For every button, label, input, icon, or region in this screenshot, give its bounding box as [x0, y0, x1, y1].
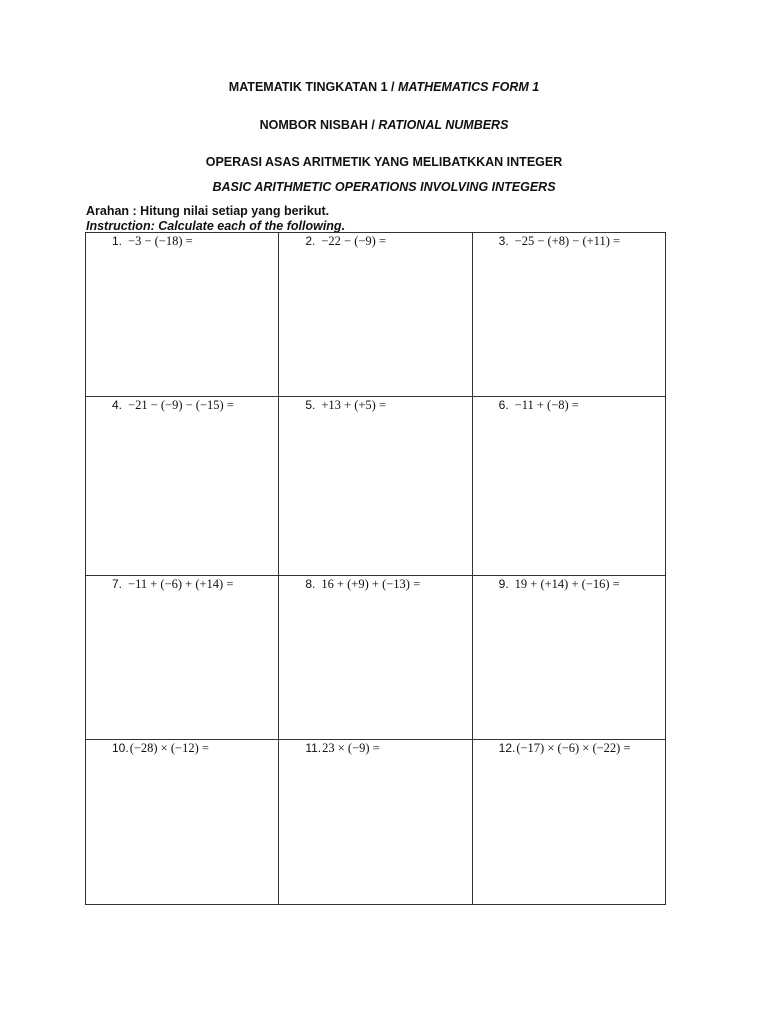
topic-english: RATIONAL NUMBERS	[378, 118, 509, 132]
question-row	[86, 576, 666, 740]
question-number: 7.	[112, 577, 123, 591]
question-cell[interactable]	[279, 740, 472, 905]
question-cell[interactable]	[279, 233, 472, 397]
title-malay: MATEMATIK TINGKATAN 1 /	[228, 80, 398, 94]
question-cell[interactable]	[472, 397, 665, 576]
title-english: MATHEMATICS FORM 1	[398, 80, 540, 94]
question-expression: 16 + (+9) + (−13) =	[321, 577, 421, 591]
question-number: 3.	[498, 234, 509, 248]
question-cell[interactable]	[86, 576, 279, 740]
question-expression: (−17) × (−6) × (−22) =	[516, 741, 631, 755]
question-expression: −11 + (−6) + (+14) =	[128, 577, 234, 591]
question-expression: 19 + (+14) + (−16) =	[514, 577, 620, 591]
subtopic-malay: OPERASI ASAS ARITMETIK YANG MELIBATKKAN INTEGER	[205, 155, 563, 169]
question-cell[interactable]	[279, 397, 472, 576]
question-cell[interactable]	[472, 740, 665, 905]
question-number: 9.	[498, 577, 509, 591]
question-number: 11.	[305, 741, 322, 755]
question-cell[interactable]	[86, 740, 279, 905]
question-number: 1.	[112, 234, 123, 248]
worksheet-title	[0, 80, 768, 94]
question-cell[interactable]	[472, 233, 665, 397]
instruction-english: Instruction: Calculate each of the following.	[86, 219, 346, 233]
question-number: 2.	[305, 234, 316, 248]
question-expression: −21 − (−9) − (−15) =	[128, 398, 234, 412]
question-number: 10.	[112, 741, 129, 755]
question-expression: 23 × (−9) =	[322, 741, 380, 755]
question-expression: −22 − (−9) =	[321, 234, 386, 248]
question-row	[86, 740, 666, 905]
question-cell[interactable]	[472, 576, 665, 740]
question-expression: (−28) × (−12) =	[129, 741, 209, 755]
question-number: 4.	[112, 398, 123, 412]
subtopic-english: BASIC ARITHMETIC OPERATIONS INVOLVING INTEGERS	[212, 180, 556, 194]
question-expression: −11 + (−8) =	[514, 398, 579, 412]
question-expression: +13 + (+5) =	[321, 398, 386, 412]
question-grid	[85, 232, 666, 905]
question-expression: −3 − (−18) =	[128, 234, 193, 248]
question-number: 8.	[305, 577, 316, 591]
question-row	[86, 233, 666, 397]
instruction-malay: Arahan : Hitung nilai setiap yang berikut.	[86, 204, 330, 218]
question-cell[interactable]	[86, 397, 279, 576]
question-cell[interactable]	[86, 233, 279, 397]
question-cell[interactable]	[279, 576, 472, 740]
question-expression: −25 − (+8) − (+11) =	[514, 234, 621, 248]
question-number: 12.	[498, 741, 516, 755]
question-row	[86, 397, 666, 576]
question-number: 6.	[498, 398, 509, 412]
topic-malay: NOMBOR NISBAH /	[259, 118, 379, 132]
question-number: 5.	[305, 398, 316, 412]
topic-title	[0, 118, 768, 132]
